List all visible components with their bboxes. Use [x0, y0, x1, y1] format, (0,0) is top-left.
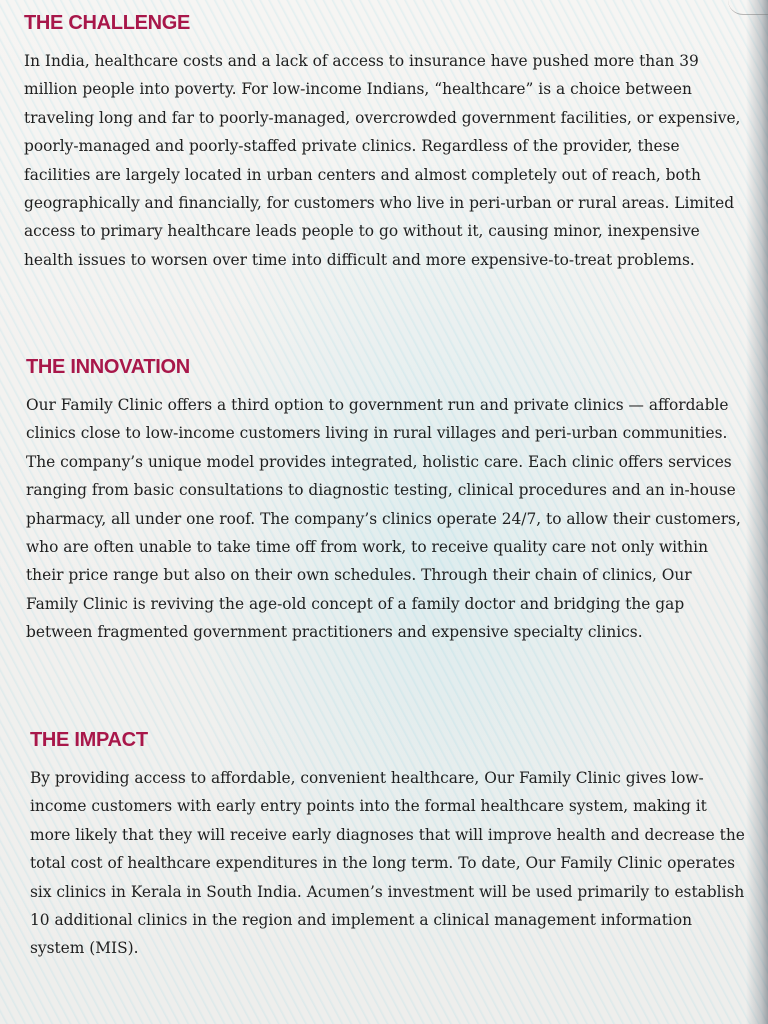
section-body-innovation: Our Family Clinic offers a third option to government run and private clinics — affordable clinics close to low-income customers living in rural villages and peri-urban communities. The company’s unique model provides integrated, holistic care. Each clinic offers services ranging from basic consultations to diagnostic testing, clinical procedures and an in-house pharmacy, all under one roof. The company’s clinics operate 24/7, to allow their customers, who are often unable to take time off from work, to receive quality care not only within their price range but also on their own schedules. Through their chain of clinics, Our Family Clinic is reviving the age-old concept of a family doctor and bridging the gap between fragmented government practitioners and expensive specialty clinics. [26, 396, 741, 642]
page-edge-shadow [746, 0, 768, 1024]
section-heading-impact: THE IMPACT [30, 729, 148, 751]
section-challenge [24, 12, 746, 274]
section-innovation [26, 356, 748, 647]
section-heading-challenge: THE CHALLENGE [24, 12, 191, 34]
section-body-impact: By providing access to affordable, convenient healthcare, Our Family Clinic gives low-income customers with early entry points into the formal healthcare system, making it more likely that they will receive early diagnoses that will improve health and decrease the total cost of healthcare expenditures in the long term. To date, Our Family Clinic operates six clinics in Kerala in South India. Acumen’s investment will be used primarily to establish 10 additional clinics in the region and implement a clinical management information system (MIS). [30, 769, 745, 958]
section-body-challenge: In India, healthcare costs and a lack of access to insurance have pushed more than 39 million people into poverty. For low-income Indians, “healthcare” is a choice between traveling long and far to poorly-managed, overcrowded government facilities, or expensive, poorly-managed and poorly-staffed private clinics. Regardless of the provider, these facilities are largely located in urban centers and almost completely out of reach, both geographically and financially, for customers who live in peri-urban or rural areas. Limited access to primary healthcare leads people to go without it, causing minor, inexpensive health issues to worsen over time into difficult and more expensive-to-treat problems. [24, 52, 741, 269]
section-heading-innovation: THE INNOVATION [26, 356, 190, 378]
section-impact [30, 729, 746, 963]
